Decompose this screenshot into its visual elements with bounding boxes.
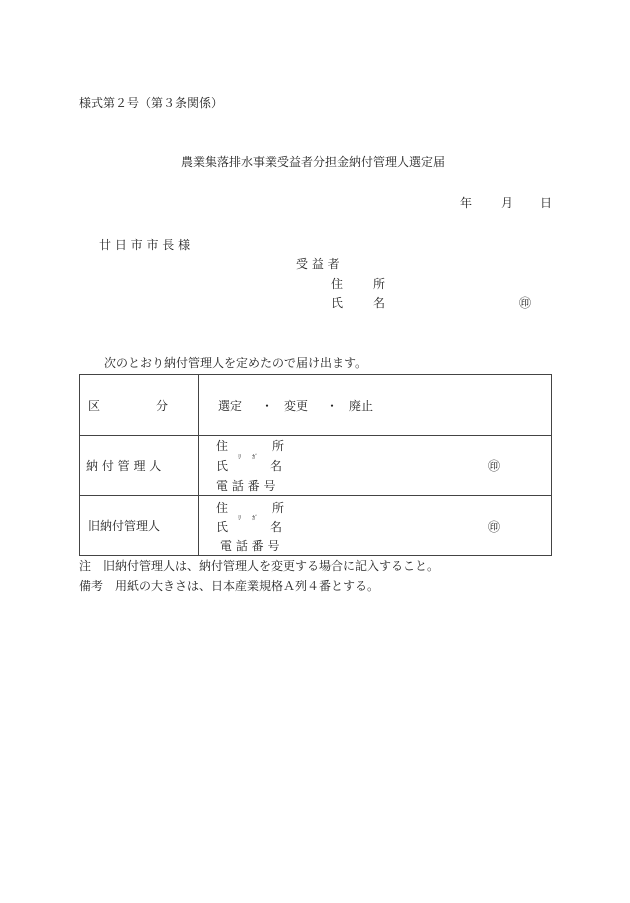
option-select: 選定 xyxy=(218,399,243,413)
manager-name-label-a: 氏 xyxy=(216,459,229,473)
option-change: 変更 xyxy=(284,399,309,413)
date-month-label: 月 xyxy=(501,196,514,210)
option-separator: ・ xyxy=(326,399,339,413)
form-title: 農業集落排水事業受益者分担金納付管理人選定届 xyxy=(181,155,446,169)
row-label-former-manager: 旧納付管理人 xyxy=(88,519,161,533)
former-name-label-b: 名 xyxy=(270,520,283,534)
applicant-name-label-a: 氏 xyxy=(331,296,344,310)
manager-address-label-a: 住 xyxy=(216,439,229,453)
table-row-divider xyxy=(80,435,551,436)
intro-text: 次のとおり納付管理人を定めたので届け出ます。 xyxy=(104,356,368,370)
manager-furigana-a: ﾘ xyxy=(238,454,242,461)
former-furigana-b: ｶﾞ xyxy=(252,515,259,522)
addressee: 廿 日 市 市 長 様 xyxy=(99,238,191,252)
applicant-heading: 受 益 者 xyxy=(296,257,340,271)
manager-phone-label: 電 話 番 号 xyxy=(216,479,276,493)
applicant-name-label-b: 名 xyxy=(373,296,386,310)
manager-address-label-b: 所 xyxy=(272,439,285,453)
note-2: 備考 用紙の大きさは、日本産業規格Ａ列４番とする。 xyxy=(79,579,380,593)
former-seal-mark: ㊞ xyxy=(488,520,501,534)
applicant-seal-mark: ㊞ xyxy=(519,296,532,310)
table-column-divider xyxy=(198,375,199,555)
manager-furigana-b: ｶﾞ xyxy=(252,454,259,461)
former-name-label-a: 氏 xyxy=(216,520,229,534)
former-address-label-a: 住 xyxy=(216,501,229,515)
applicant-address-label-b: 所 xyxy=(373,277,386,291)
category-label-a: 区 xyxy=(88,399,101,413)
option-abolish: 廃止 xyxy=(349,399,374,413)
manager-seal-mark: ㊞ xyxy=(488,459,501,473)
form-number: 様式第２号（第３条関係） xyxy=(79,96,224,110)
notification-table xyxy=(79,374,552,556)
manager-name-label-b: 名 xyxy=(270,459,283,473)
date-year-label: 年 xyxy=(460,196,473,210)
former-phone-label: 電 話 番 号 xyxy=(220,539,280,553)
former-address-label-b: 所 xyxy=(272,501,285,515)
applicant-address-label-a: 住 xyxy=(331,277,344,291)
former-furigana-a: ﾘ xyxy=(238,515,242,522)
table-row-divider xyxy=(80,495,551,496)
category-label-b: 分 xyxy=(156,399,169,413)
date-day-label: 日 xyxy=(540,196,553,210)
row-label-manager: 納 付 管 理 人 xyxy=(86,459,162,473)
option-separator: ・ xyxy=(261,399,274,413)
note-1: 注 旧納付管理人は、納付管理人を変更する場合に記入すること。 xyxy=(79,559,440,573)
